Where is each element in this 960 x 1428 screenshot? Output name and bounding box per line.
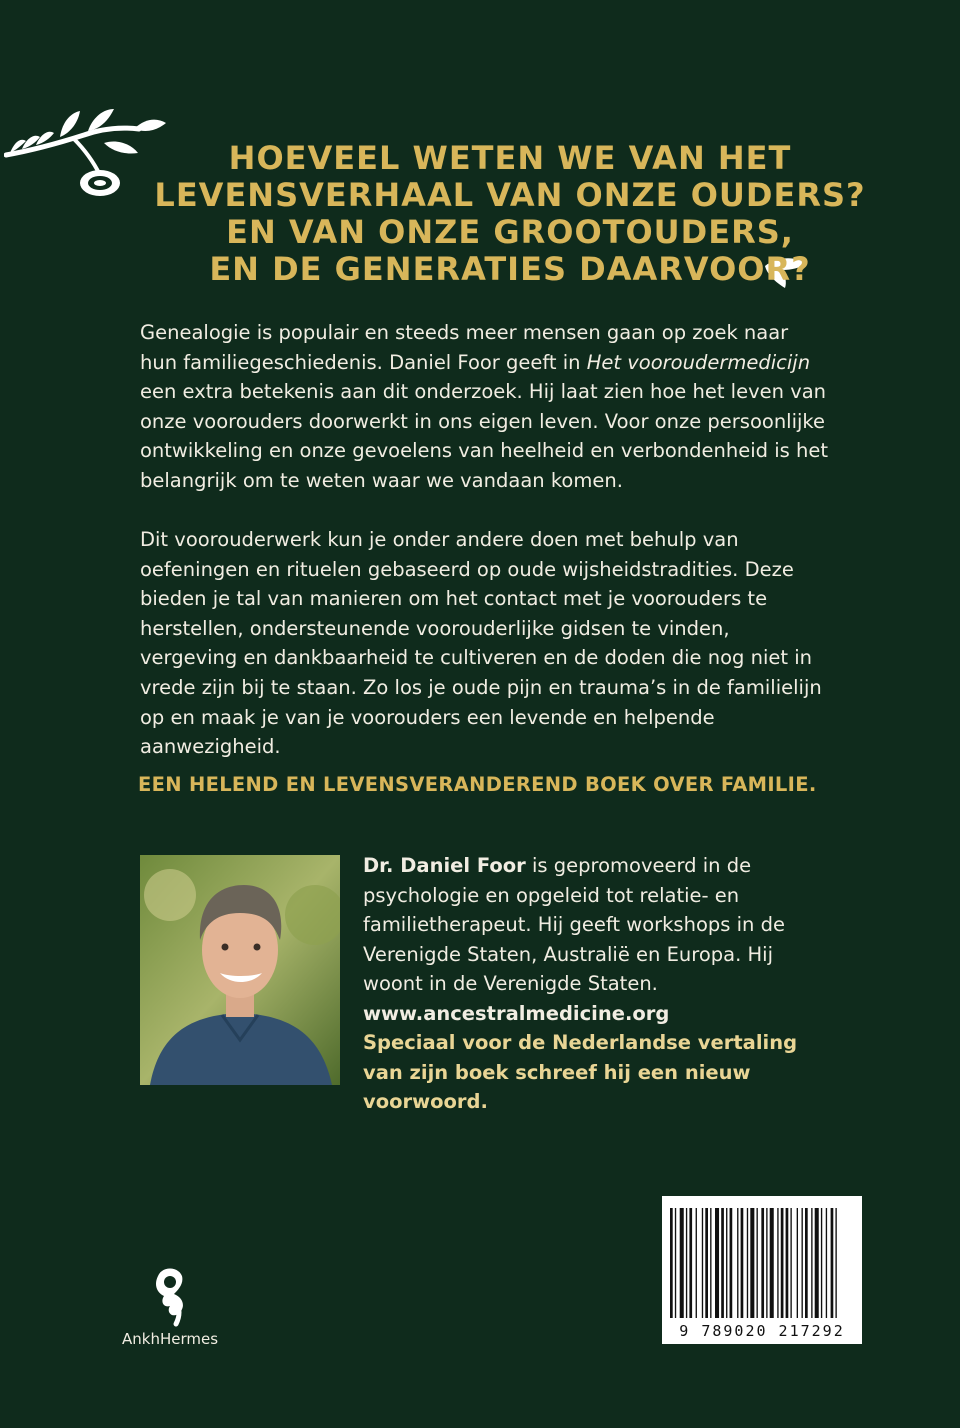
barcode-bar: [721, 1208, 724, 1318]
second-paragraph: Dit voorouderwerk kun je onder andere doen met behulp van oefeningen en rituelen gebaseerd op oude wijsheidstradities. Deze bieden je tal van manieren om het contact met je voorouders te herstellen, ondersteunende voorouderlijke gidsen te vinden, vergeving en dankbaarheid te cultiveren en de doden die nog niet in vrede zijn bij te staan. Zo los je oude pijn en trauma’s in de familielijn op en maak je van je voorouders een levende en helpende aanwezigheid.: [140, 528, 822, 759]
author-name: Dr. Daniel Foor: [363, 854, 526, 877]
ankhhermes-logo-icon: [120, 1262, 220, 1328]
leafy-branch-icon: [4, 95, 174, 205]
headline-line-3: EN VAN ONZE GROOTOUDERS,: [226, 213, 794, 251]
barcode-bar: [726, 1208, 727, 1318]
isbn-number: 9 789020 217292: [679, 1322, 845, 1340]
barcode-bar: [831, 1208, 834, 1318]
headline-line-2: LEVENSVERHAAL VAN ONZE OUDERS?: [154, 176, 866, 214]
barcode-bar: [797, 1208, 798, 1318]
isbn-barcode: [662, 1196, 862, 1344]
barcode-bar: [761, 1208, 764, 1318]
headline-line-1: HOEVEEL WETEN WE VAN HET: [228, 139, 792, 177]
barcode-bar: [757, 1208, 758, 1318]
barcode-bar: [786, 1208, 789, 1318]
barcode-bar: [821, 1208, 822, 1318]
barcode-bar: [815, 1208, 819, 1318]
author-bio: [363, 851, 833, 1117]
barcode-bar: [826, 1208, 827, 1318]
publisher-logo: [120, 1262, 220, 1352]
barcode-bar: [710, 1208, 711, 1318]
barcode-bar: [750, 1208, 754, 1318]
barcode-bar: [790, 1208, 791, 1318]
barcode-bar: [777, 1208, 778, 1318]
publisher-name: AnkhHermes: [121, 1330, 219, 1348]
barcode-bar: [805, 1208, 808, 1318]
barcode-bar: [811, 1208, 812, 1318]
barcode-bar: [802, 1208, 803, 1318]
headline-line-4: EN DE GENERATIES DAARVOOR?: [209, 250, 811, 288]
foreword-note: Speciaal voor de Nederlandse vertaling van zijn boek schreef hij een nieuw voorwoord.: [363, 1031, 798, 1113]
barcode-bar: [766, 1208, 767, 1318]
barcode-bar: [741, 1208, 744, 1318]
intro-text-after: een extra betekenis aan dit onderzoek. Hij laat zien hoe het leven van onze voorouders doorwerkt in ons eigen leven. Voor onze persoonlijke ontwikkeling en onze gevoelens van heelheid en verbondenheid is het belangrijk om te weten waar we vandaan komen.: [140, 380, 829, 492]
barcode-bar: [835, 1208, 836, 1318]
author-photo: [140, 855, 340, 1085]
barcode-bar: [686, 1208, 687, 1318]
intro-paragraph: [140, 318, 830, 496]
barcode-bar: [781, 1208, 784, 1318]
barcode-bar: [696, 1208, 697, 1318]
author-bio-text: is gepromoveerd in de psychologie en opgeleid tot relatie- en familietherapeut. Hij geeft workshops in de Verenigde Staten, Australië en Europa. Hij woont in de Verenigde Staten.: [363, 854, 785, 995]
barcode-bar: [675, 1208, 676, 1318]
book-title: Het vooroudermedicijn: [586, 350, 811, 374]
barcode-bar: [715, 1208, 719, 1318]
barcode-bar: [747, 1208, 748, 1318]
barcode-bar: [689, 1208, 692, 1318]
headline: [150, 140, 870, 288]
barcode-bar: [705, 1208, 708, 1318]
intro-text-before: Genealogie is populair en steeds meer mensen gaan op zoek naar hun familiegeschiedenis. Daniel Foor geeft in: [140, 321, 789, 374]
tagline: EEN HELEND EN LEVENSVERANDEREND BOEK OVER FAMILIE.: [138, 773, 817, 796]
barcode-bar: [730, 1208, 733, 1318]
barcode-bar: [680, 1208, 684, 1318]
barcode-bar: [737, 1208, 738, 1318]
barcode-bar: [770, 1208, 774, 1318]
author-website-link[interactable]: www.ancestralmedicine.org: [363, 1001, 670, 1025]
barcode-bar: [670, 1208, 673, 1318]
barcode-bar: [702, 1208, 703, 1318]
